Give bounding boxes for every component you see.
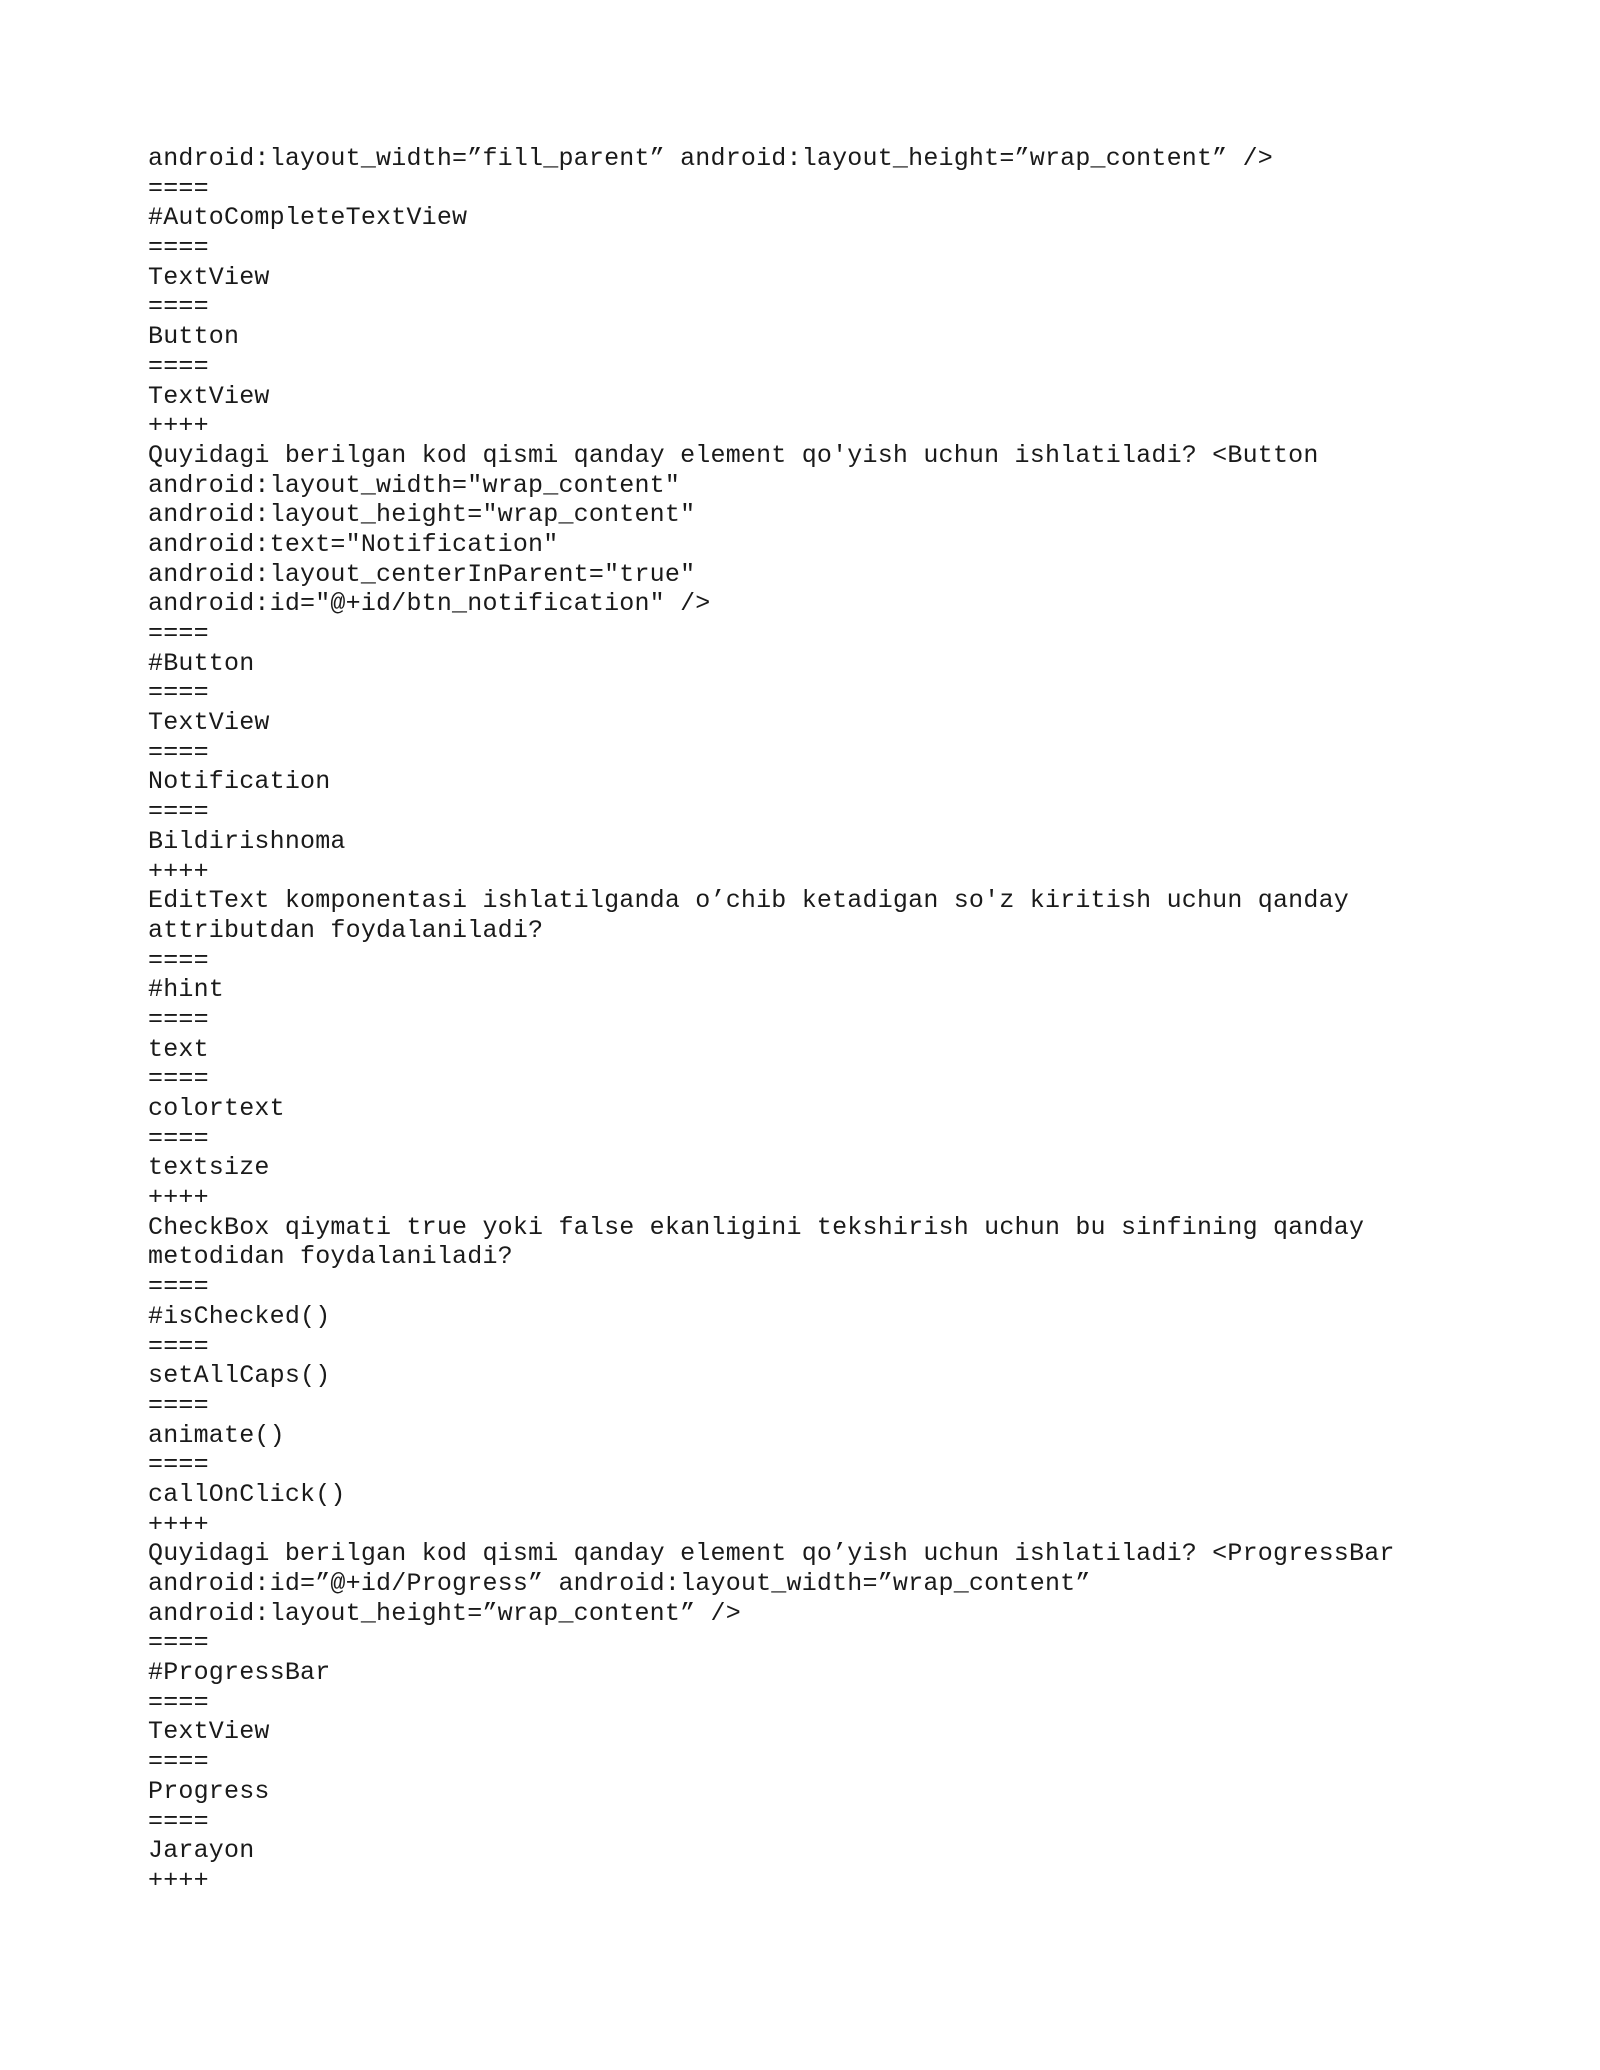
answer-correct: #isChecked() xyxy=(148,1301,331,1331)
question-text: EditText komponentasi ishlatilganda o’chib ketadigan so'z kiritish uchun qanday xyxy=(148,886,1349,916)
question-separator: ++++ xyxy=(148,1183,209,1213)
question-text: android:layout_width="wrap_content" xyxy=(148,470,681,500)
separator-line: ==== xyxy=(148,1450,209,1480)
answer-option: textsize xyxy=(148,1153,270,1183)
question-text: metodidan foydalaniladi? xyxy=(148,1242,513,1272)
question-text: Quyidagi berilgan kod qismi qanday element qo’yish uchun ishlatiladi? <ProgressBar xyxy=(148,1539,1395,1569)
separator-line: ==== xyxy=(148,1747,209,1777)
separator-line: ==== xyxy=(148,1390,209,1420)
answer-option: Progress xyxy=(148,1776,270,1806)
question-text: android:id="@+id/btn_notification" /> xyxy=(148,589,711,619)
answer-correct: #Button xyxy=(148,648,255,678)
question-text: android:layout_centerInParent="true" xyxy=(148,559,696,589)
answer-option: text xyxy=(148,1034,209,1064)
separator-line: ==== xyxy=(148,1687,209,1717)
separator-line: ==== xyxy=(148,233,209,263)
answer-option: Jarayon xyxy=(148,1836,255,1866)
answer-correct: #AutoCompleteTextView xyxy=(148,203,468,233)
text-line: android:layout_width=”fill_parent” android:layout_height=”wrap_content” /> xyxy=(148,144,1273,173)
answer-option: TextView xyxy=(148,708,270,738)
question-text: android:layout_height="wrap_content" xyxy=(148,500,696,530)
question-text: attributdan foydalaniladi? xyxy=(148,915,544,945)
question-text: CheckBox qiymati true yoki false ekanligini tekshirish uchun bu sinfining qanday xyxy=(148,1212,1365,1242)
separator-line: ==== xyxy=(148,1004,209,1034)
answer-correct: #ProgressBar xyxy=(148,1658,331,1688)
answer-option: TextView xyxy=(148,1717,270,1747)
answer-option: colortext xyxy=(148,1094,285,1123)
answer-option: Button xyxy=(148,322,240,352)
separator-line: ==== xyxy=(148,1064,209,1094)
separator-line: ==== xyxy=(148,797,209,827)
answer-option: setAllCaps() xyxy=(148,1361,331,1391)
separator-line: ==== xyxy=(148,1331,209,1361)
answer-option: callOnClick() xyxy=(148,1479,346,1509)
question-text: android:id=”@+id/Progress” android:layout_width=”wrap_content” xyxy=(148,1569,1091,1598)
separator-line: ==== xyxy=(148,619,209,648)
answer-option: TextView xyxy=(148,262,270,292)
separator-line: ==== xyxy=(148,737,209,767)
answer-option: animate() xyxy=(148,1420,285,1450)
separator-line: ==== xyxy=(148,292,209,322)
separator-line: ==== xyxy=(148,1272,209,1302)
answer-option: Bildirishnoma xyxy=(148,826,346,856)
separator-line: ==== xyxy=(148,1628,209,1658)
question-separator: ++++ xyxy=(148,1865,209,1895)
separator-line: ==== xyxy=(148,1806,209,1836)
separator-line: ==== xyxy=(148,1123,209,1153)
question-separator: ++++ xyxy=(148,1509,209,1539)
answer-option: TextView xyxy=(148,381,270,411)
answer-correct: #hint xyxy=(148,975,225,1005)
question-text: android:text="Notification" xyxy=(148,529,559,559)
question-separator: ++++ xyxy=(148,411,209,441)
question-separator: ++++ xyxy=(148,856,209,886)
question-text: android:layout_height=”wrap_content” /> xyxy=(148,1598,741,1628)
separator-line: ==== xyxy=(148,678,209,708)
document-page xyxy=(148,144,1478,1896)
question-text: Quyidagi berilgan kod qismi qanday element qo'yish uchun ishlatiladi? <Button xyxy=(148,440,1319,470)
separator-line: ==== xyxy=(148,351,209,381)
answer-option: Notification xyxy=(148,767,331,797)
separator-line: ==== xyxy=(148,945,209,975)
separator-line: ==== xyxy=(148,173,209,203)
